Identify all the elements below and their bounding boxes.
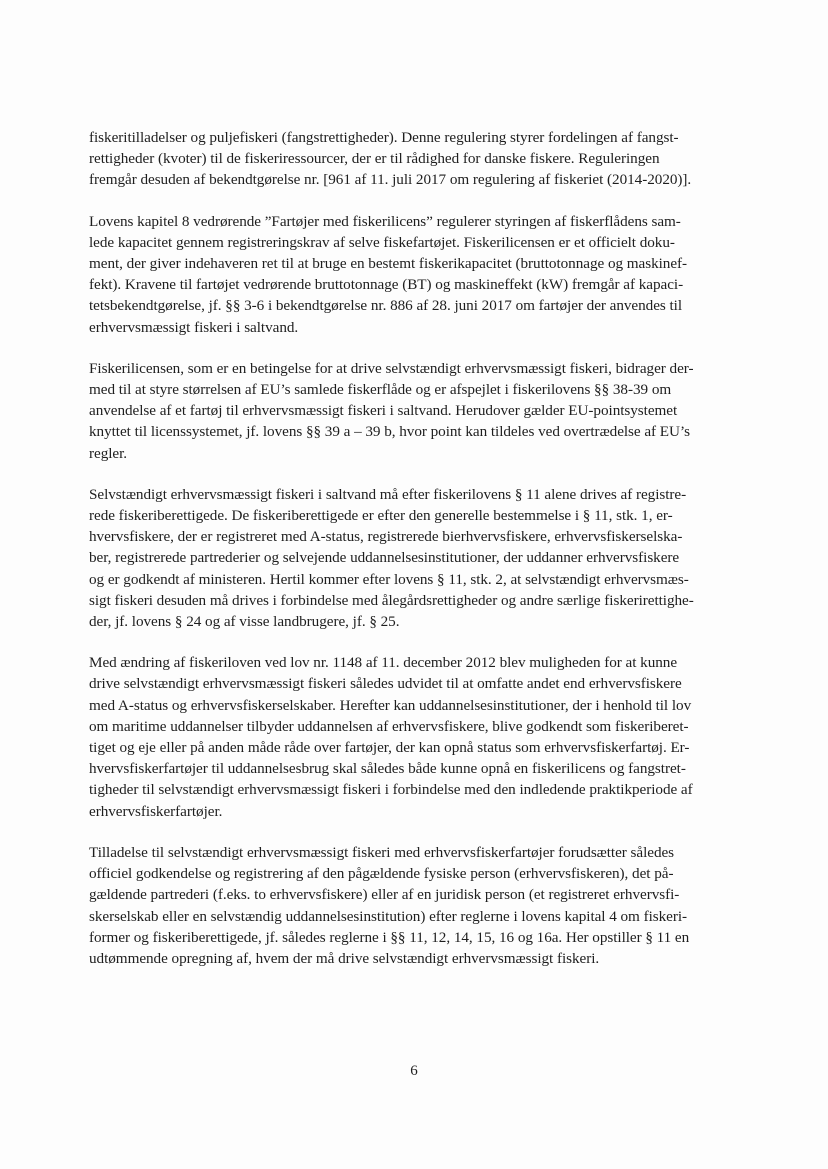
text-line: Med ændring af fiskeriloven ved lov nr. 1148 af 11. december 2012 blev muligheden for at kunne [89, 654, 678, 672]
text-line: Lovens kapitel 8 vedrørende ”Fartøjer med fiskerilicens” regulerer styringen af fiskerflådens sam- [89, 212, 681, 230]
text-line: gældende partrederi (f.eks. to erhvervsfiskere) eller af en juridisk person (et registreret erhvervsfi- [89, 886, 680, 904]
text-line: former og fiskeriberettigede, jf. således reglerne i §§ 11, 12, 14, 15, 16 og 16a. Her opstiller § 11 en [89, 928, 690, 946]
paragraph [89, 842, 749, 969]
text-line: hvervsfiskerfartøjer til uddannelsesbrug skal således både kunne opnå en fiskerilicens og fangstret- [89, 760, 686, 778]
text-line: Fiskerilicensen, som er en betingelse for at drive selvstændigt erhvervsmæssigt fiskeri, bidrager der- [89, 359, 694, 377]
paragraph [89, 652, 749, 822]
paragraph [89, 358, 749, 464]
text-line: sigt fiskeri desuden må drives i forbindelse med ålegårdsrettigheder og andre særlige fiskerirettighe- [89, 591, 694, 609]
text-line: rettigheder (kvoter) til de fiskeriressourcer, der er til rådighed for danske fiskere. Reguleringen [89, 150, 660, 168]
text-line: hvervsfiskere, der er registreret med A-status, registrerede bierhvervsfiskere, erhvervsfiskerselska- [89, 528, 683, 546]
text-line: regler. [89, 444, 128, 462]
text-line: med A-status og erhvervsfiskerselskaber. Herefter kan uddannelsesinstitutioner, der i henhold til lov [89, 696, 692, 714]
text-line: ment, der giver indehaveren ret til at bruge en bestemt fiskerikapacitet (bruttotonnage og maskinef- [89, 255, 688, 273]
text-line: lede kapacitet gennem registreringskrav af selve fiskefartøjet. Fiskerilicensen er et officielt doku- [89, 233, 675, 251]
body-text [89, 127, 749, 969]
text-line: Tilladelse til selvstændigt erhvervsmæssigt fiskeri med erhvervsfiskerfartøjer forudsætter således [89, 843, 675, 861]
text-line: fremgår desuden af bekendtgørelse nr. [961 af 11. juli 2017 om regulering af fiskeriet (2014-2020)]. [89, 171, 692, 189]
paragraph [89, 211, 749, 338]
text-line: officiel godkendelse og registrering af den pågældende fysiske person (erhvervsfiskeren), det på- [89, 865, 674, 883]
text-line: erhvervsfiskerfartøjer. [89, 802, 223, 820]
text-line: tiget og eje eller på anden måde råde over fartøjer, der kan opnå status som erhvervsfiskerfartøj. Er- [89, 739, 690, 757]
text-line: der, jf. lovens § 24 og af visse landbrugere, jf. § 25. [89, 613, 400, 631]
text-line: drive selvstændigt erhvervsmæssigt fiskeri således udvidet til at omfatte andet end erhvervsfiskere [89, 675, 682, 693]
text-line: fiskeritilladelser og puljefiskeri (fangstrettigheder). Denne regulering styrer fordelingen af fangst- [89, 129, 679, 146]
text-line: fekt). Kravene til fartøjet vedrørende bruttotonnage (BT) og maskineffekt (kW) fremgår af kapaci- [89, 276, 684, 294]
text-line: tigheder til selvstændigt erhvervsmæssigt fiskeri i forbindelse med den indledende praktikperiode af [89, 781, 693, 799]
paragraph [89, 484, 749, 632]
text-line: Selvstændigt erhvervsmæssigt fiskeri i saltvand må efter fiskerilovens § 11 alene drives af registre- [89, 485, 687, 503]
text-line: ber, registrerede partrederier og selvejende uddannelsesinstitutioner, der uddanner erhvervsfiskere [89, 549, 680, 567]
text-line: med til at styre størrelsen af EU’s samlede fiskerflåde og er afspejlet i fiskerilovens §§ 38-39 om [89, 381, 672, 399]
text-line: anvendelse af et fartøj til erhvervsmæssigt fiskeri i saltvand. Herudover gælder EU-pointsystemet [89, 402, 678, 420]
text-line: skerselskab eller en selvstændig uddannelsesinstitution) efter reglerne i lovens kapital 4 om fiskeri- [89, 907, 688, 925]
text-line: rede fiskeriberettigede. De fiskeriberettigede er efter den generelle bestemmelse i § 11, stk. 1, er- [89, 507, 673, 525]
text-line: udtømmende opregning af, hvem der må drive selvstændigt erhvervsmæssigt fiskeri. [89, 949, 600, 967]
text-line: knyttet til licenssystemet, jf. lovens §§ 39 a – 39 b, hvor point kan tildeles ved overtrædelse af EU’s [89, 423, 690, 441]
paragraph [89, 127, 749, 191]
text-line: om maritime uddannelser tilbyder uddannelsen af erhvervsfiskere, blive godkendt som fiskeriberet- [89, 717, 689, 735]
text-line: tetsbekendtgørelse, jf. §§ 3-6 i bekendtgørelse nr. 886 af 28. juni 2017 om fartøjer der anvendes til [89, 297, 683, 315]
text-line: og er godkendt af ministeren. Hertil kommer efter lovens § 11, stk. 2, at selvstændigt erhvervsmæs- [89, 570, 689, 588]
text-line: erhvervsmæssigt fiskeri i saltvand. [89, 318, 299, 336]
page-number: 6 [410, 1063, 418, 1079]
